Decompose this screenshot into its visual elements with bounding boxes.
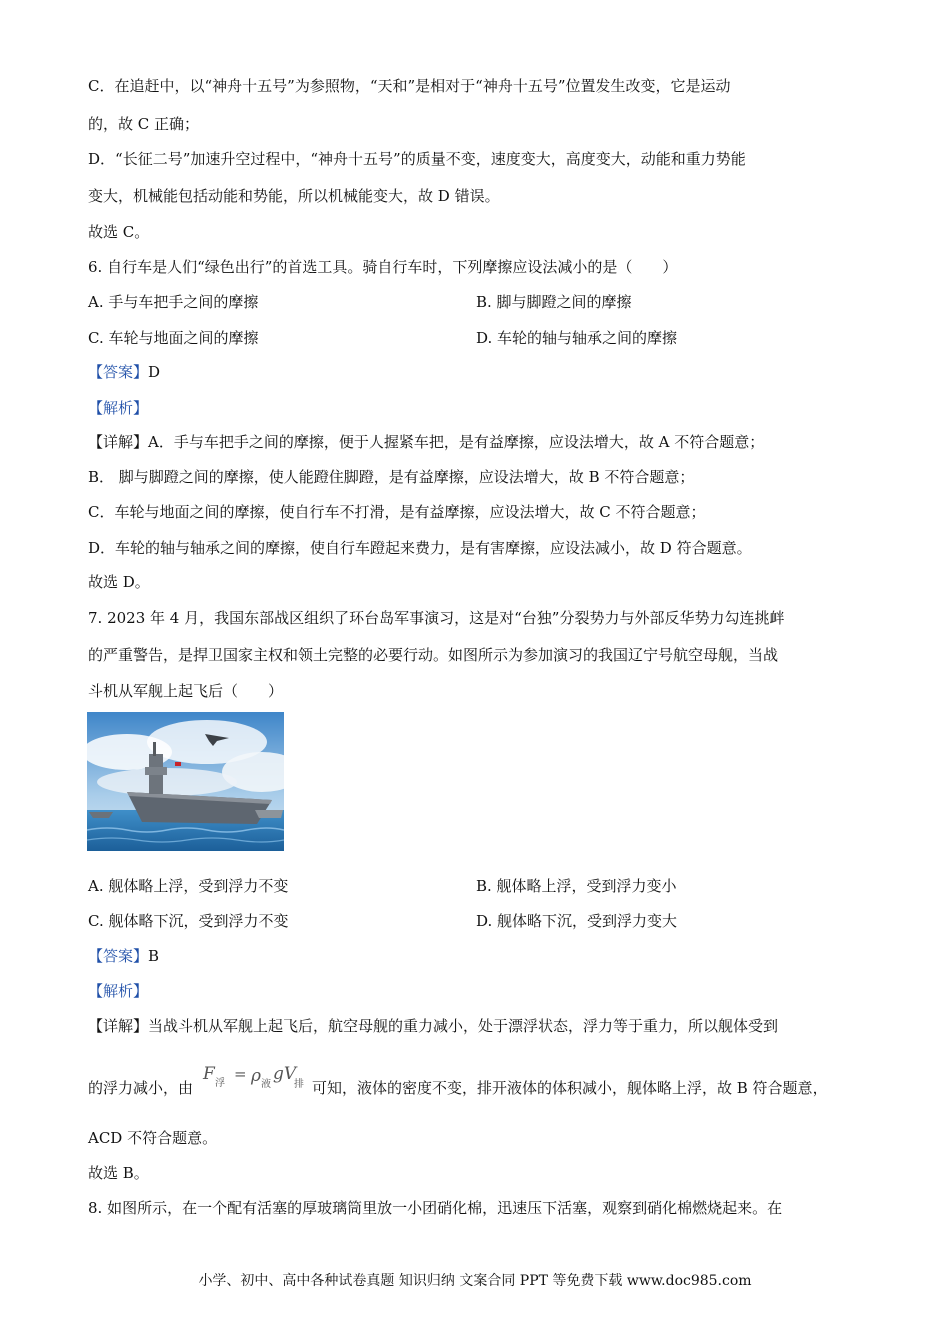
q6-analysis-tag: 【解析】 [88,399,149,417]
q6-option-c: C. 车轮与地面之间的摩擦 [88,329,259,347]
q7-answer-tag: 【答案】 [88,947,149,965]
q7-option-d: D. 舰体略下沉，受到浮力变大 [476,912,678,930]
q6-answer [88,362,160,382]
q6-answer-tag: 【答案】 [88,363,149,381]
aircraft-carrier-photo [87,712,284,851]
formula-gv: gV [273,1064,297,1084]
q6-detail-a [88,432,764,452]
q7-detail-line1-text: 当战斗机从军舰上起飞后，航空母舰的重力减小，处于漂浮状态，浮力等于重力，所以舰体受到 [148,1017,779,1035]
q5-option-d-line1: D．“长征二号”加速升空过程中，“神舟十五号”的质量不变，速度变大，高度变大，动能和重力势能 [88,150,746,168]
q7-answer [88,946,159,966]
formula-rho-sub: 液 [261,1079,271,1090]
q7-stem-line3: 斗机从军舰上起飞后（ ） [88,682,284,700]
q6-option-a: A. 手与车把手之间的摩擦 [88,293,259,311]
q6-option-d: D. 车轮的轴与轴承之间的摩擦 [476,329,678,347]
formula-rho: ρ [251,1066,261,1086]
q6-detail-tag: 【详解】 [88,433,149,451]
q7-answer-value: B [148,947,160,965]
formula-equals: = [234,1065,247,1083]
q7-detail-line1 [88,1016,778,1036]
q7-option-a: A. 舰体略上浮，受到浮力不变 [88,877,289,895]
q7-detail-tag: 【详解】 [88,1017,149,1035]
q5-option-d-line2: 变大，机械能包括动能和势能，所以机械能变大，故 D 错误。 [88,187,500,205]
q6-stem: 6. 自行车是人们“绿色出行”的首选工具。骑自行车时，下列摩擦应设法减小的是（ ） [88,258,678,276]
q7-detail-line2-pre: 的浮力减小，由 [88,1079,194,1097]
formula-v-sub: 排 [294,1079,304,1090]
q7-option-b: B. 舰体略上浮，受到浮力变小 [476,877,677,895]
q5-option-c-line1: C．在追赶中，以“神舟十五号”为参照物，“天和”是相对于“神舟十五号”位置发生改变，它是运动 [88,77,731,95]
q7-choose: 故选 B。 [88,1164,149,1182]
q6-detail-a-text: A．手与车把手之间的摩擦，便于人握紧车把，是有益摩擦，应设法增大，故 A 不符合题意； [148,433,765,451]
q5-choose: 故选 C。 [88,223,150,241]
q7-stem-line1: 7. 2023 年 4 月，我国东部战区组织了环台岛军事演习，这是对“台独”分裂势力与外部反华势力勾连挑衅 [88,609,785,627]
formula-f: F [203,1064,215,1084]
page-footer: 小学、初中、高中各种试卷真题 知识归纳 文案合同 PPT 等免费下载 www.doc985.com [198,1273,752,1289]
q7-analysis-tag: 【解析】 [88,982,149,1000]
q6-detail-d: D．车轮的轴与轴承之间的摩擦，使自行车蹬起来费力，是有害摩擦，应设法减小，故 D 符合题意。 [88,539,752,557]
formula-f-sub: 浮 [215,1078,225,1089]
q6-detail-b: B． 脚与脚蹬之间的摩擦，使人能蹬住脚蹬，是有益摩擦，应设法增大，故 B 不符合题意； [88,468,695,486]
q6-option-b: B. 脚与脚蹬之间的摩擦 [476,293,632,311]
q7-stem-line2: 的严重警告，是捍卫国家主权和领土完整的必要行动。如图所示为参加演习的我国辽宁号航空母舰，当战 [88,646,779,664]
q6-answer-value: D [148,363,161,381]
q6-choose: 故选 D。 [88,573,150,591]
q7-detail-line2-post: 可知，液体的密度不变，排开液体的体积减小，舰体略上浮，故 B 符合题意， [312,1079,828,1097]
q6-detail-c: C．车轮与地面之间的摩擦，使自行车不打滑，是有益摩擦，应设法增大，故 C 不符合题意； [88,503,706,521]
q5-option-c-line2: 的，故 C 正确； [88,115,200,133]
q7-detail-line3: ACD 不符合题意。 [88,1129,218,1147]
q7-option-c: C. 舰体略下沉，受到浮力不变 [88,912,289,930]
q8-stem-line1: 8. 如图所示，在一个配有活塞的厚玻璃筒里放一小团硝化棉，迅速压下活塞，观察到硝化棉燃烧起来。在 [88,1199,783,1217]
